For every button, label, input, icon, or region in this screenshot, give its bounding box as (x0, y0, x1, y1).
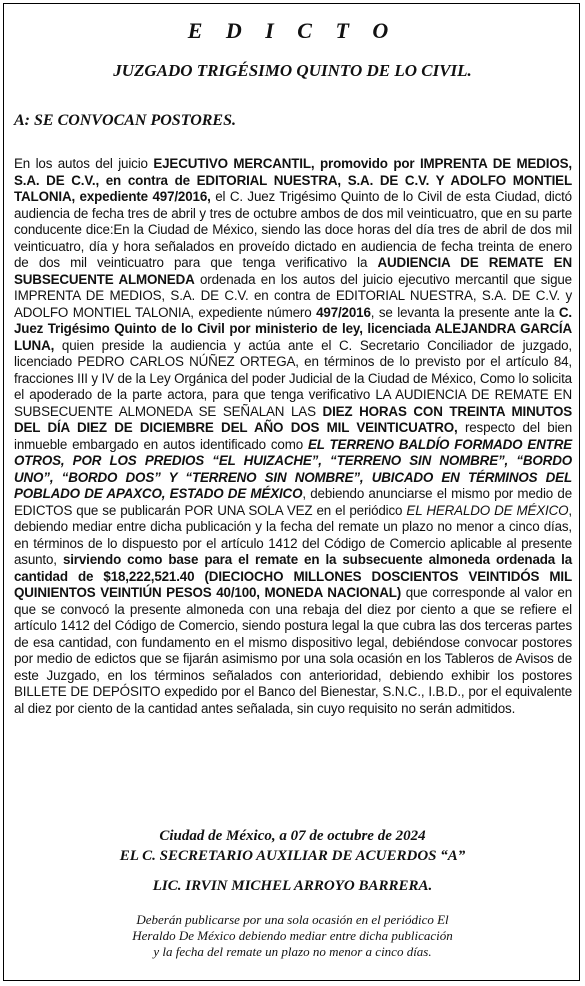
body-segment: sirviendo como base para el remate en la subsecuente almoneda ordenada la cantidad de $18,222,521.40 (DIECIOCHO MILLONES DOSCIENTOS VEINTIDÓS MIL QUINIENTOS VEINTIÚN PESOS 40/100, MONEDA NACIONAL) (14, 552, 572, 600)
body-segment: el C. Juez Trigésimo Quinto de lo Civil de esta Ciudad, dictó audiencia de fecha tres de abril y tres de octubre ambos de dos mil veinticuatro, que en su parte conducente dice:En la Ciudad de México, siendo las doce horas del día tres de abril de dos mil veinticuatro, día y hora señalados en proveído dictado en audiencia de fecha treinta de enero de dos mil veinticuatro para que tenga verificativo la (14, 189, 572, 270)
body-segment: EJECUTIVO MERCANTIL, promovido por IMPRENTA DE MEDIOS, S.A. DE C.V., en contra de EDITORIAL NUESTRA, S.A. DE C.V. Y ADOLFO MONTIEL TALONIA, expediente 497/2016, (14, 156, 572, 204)
body-segment: , se levanta la presente ante la (370, 304, 559, 320)
body-segment: DIEZ HORAS CON TREINTA MINUTOS DEL DÍA DIEZ DE DICIEMBRE DEL AÑO DOS MIL VEINTICUATRO, (14, 403, 572, 435)
body-segment: respecto del bien inmueble embargado en autos identificado como (14, 420, 572, 452)
body-segment: que corresponde al valor en que se convocó la presente almoneda con una rebaja del diez por ciento a que se refiere el artículo 1412 del Código de Comercio, siendo postura legal la que cubra las dos terceras partes de esa cantidad, con fundamento en el mismo dispositivo legal, debiéndose convocar postores por medio de edictos que se fijarán asimismo por una sola ocasión en los Tableros de Avisos de este Juzgado, en los términos señalados con anterioridad, debiendo exhibir los postores BILLETE DE DEPÓSITO expedido por el Banco del Bienestar, S.N.C., I.B.D., por el equivalente al diez por ciento de la cantidad antes señalada, sin cuyo requisito no serán admitidos. (14, 585, 573, 716)
body-segment: quien preside la audiencia y actúa ante el C. Secretario Conciliador de juzgado, licenciado PEDRO CARLOS NÚÑEZ ORTEGA, en términos de lo previsto por el artículo 84, fracciones III y IV de la Ley Orgánica del poder Judicial de la Ciudad de México, Como lo solicita el apoderado de la parte actora, para que tenga verificativo LA AUDIENCIA DE REMATE EN SUBSECUENTE ALMONEDA SE SEÑALAN LAS (14, 337, 572, 419)
convocation-heading: A: SE CONVOCAN POSTORES. (14, 112, 236, 129)
body-segment: ordenada en los autos del juicio ejecutivo mercantil que sigue IMPRENTA DE MEDIOS, S.A. DE C.V. en contra de EDITORIAL NUESTRA, S.A. DE C.V. y ADOLFO MONTIEL TALONIA, expediente número (14, 271, 572, 320)
court-name: JUZGADO TRIGÉSIMO QUINTO DE LO CIVIL. (113, 61, 472, 80)
place-date: Ciudad de México, a 07 de octubre de 2024 (159, 828, 426, 844)
signer-name: LIC. IRVIN MICHEL ARROYO BARRERA. (152, 878, 433, 894)
body-segment: 497/2016 (316, 304, 371, 320)
body-segment: AUDIENCIA DE REMATE EN SUBSECUENTE ALMONEDA (14, 255, 572, 287)
body-segment: EL TERRENO BALDÍO FORMADO ENTRE OTROS, POR LOS PREDIOS “EL HUIZACHE”, “TERRENO SIN NOMBRE”, “BORDO UNO”, “BORDO DOS” Y “TERRENO SIN NOMBRE”, UBICADO EN TÉRMINOS DEL POBLADO DE APAXCO, ESTADO DE MÉXICO (14, 436, 572, 501)
document-title: E D I C T O (187, 18, 398, 43)
body-segment: En los autos del juicio (14, 156, 154, 171)
body-segment: EL HERALDO DE MÉXICO (406, 502, 569, 518)
body-segment: C. Juez Trigésimo Quinto de lo Civil por ministerio de ley, licenciada ALEJANDRA GARCÍA LUNA, (14, 304, 572, 353)
body-segment: , debiendo anunciarse el mismo por medio de EDICTOS que se publicarán POR UNA SOLA VEZ en el periódico (14, 486, 572, 518)
publication-note: Deberán publicarse por una sola ocasión en el periódico El Heraldo De México debiendo mediar entre dicha publicación y la fecha del remate un plazo no menor a cinco días. (132, 912, 453, 959)
secretary-title: EL C. SECRETARIO AUXILIAR DE ACUERDOS “A” (119, 848, 466, 864)
edict-body (14, 156, 572, 717)
body-segment: , debiendo mediar entre dicha publicación y la fecha del remate un plazo no menor a cinco días, en términos de lo dispuesto por el artículo 1412 del Código de Comercio aplicable al presente asunto, (14, 502, 572, 567)
